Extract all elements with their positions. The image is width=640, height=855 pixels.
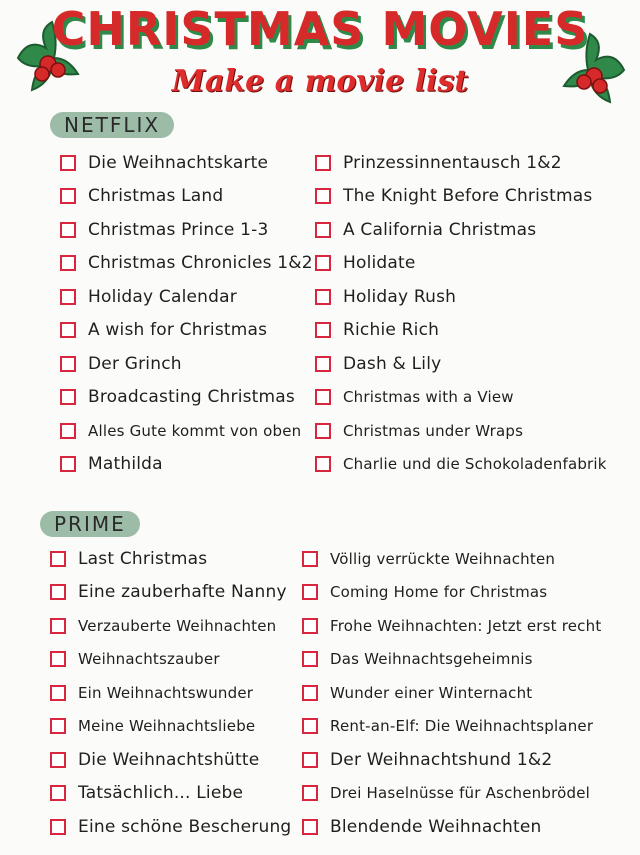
list-item[interactable]: [50, 676, 300, 710]
netflix-left-list: [60, 146, 313, 481]
list-item[interactable]: [60, 180, 310, 214]
checkbox[interactable]: [315, 456, 331, 472]
list-item[interactable]: [315, 448, 630, 482]
list-item[interactable]: [302, 542, 632, 576]
movie-title: Meine Weihnachtsliebe: [78, 717, 256, 736]
movie-title: Christmas with a View: [343, 388, 514, 407]
movie-title: Eine schöne Bescherung: [78, 816, 292, 837]
list-item[interactable]: [60, 381, 310, 415]
movie-title: Eine zauberhafte Nanny: [78, 582, 287, 603]
checkbox[interactable]: [302, 685, 318, 701]
movie-title: A California Christmas: [343, 219, 537, 240]
movie-title: A wish for Christmas: [88, 320, 268, 341]
list-item[interactable]: [302, 643, 632, 677]
list-item[interactable]: [315, 247, 630, 281]
checkbox[interactable]: [302, 651, 318, 667]
movie-title: Coming Home for Christmas: [330, 583, 548, 602]
list-item[interactable]: [302, 676, 632, 710]
list-item[interactable]: [60, 448, 310, 482]
checkbox[interactable]: [50, 685, 66, 701]
movie-title: Christmas Land: [88, 186, 224, 207]
checkbox[interactable]: [60, 423, 76, 439]
list-item[interactable]: [50, 810, 300, 844]
movie-title: Holiday Calendar: [88, 286, 237, 307]
list-item[interactable]: [302, 777, 632, 811]
list-item[interactable]: [50, 609, 300, 643]
netflix-right-list: [315, 146, 630, 481]
movie-title: Prinzessinnentausch 1&2: [343, 152, 562, 173]
movie-title: Der Grinch: [88, 353, 182, 374]
movie-title: Last Christmas: [78, 548, 208, 569]
checkbox[interactable]: [60, 255, 76, 271]
movie-title: Drei Haselnüsse für Aschenbrödel: [330, 784, 591, 803]
list-item[interactable]: [50, 777, 300, 811]
movie-title: Tatsächlich... Liebe: [78, 783, 244, 804]
movie-title: Verzauberte Weihnachten: [78, 616, 277, 635]
checkbox[interactable]: [302, 618, 318, 634]
list-item[interactable]: [315, 146, 630, 180]
checkbox[interactable]: [315, 289, 331, 305]
checkbox[interactable]: [60, 356, 76, 372]
movie-title: Die Weihnachtskarte: [88, 152, 269, 173]
list-item[interactable]: [315, 414, 630, 448]
movie-title: Das Weihnachtsgeheimnis: [330, 650, 533, 669]
page-subtitle: Make a movie list: [171, 64, 469, 99]
movie-title: Der Weihnachtshund 1&2: [330, 749, 553, 770]
netflix-section-label: NETFLIX: [50, 112, 174, 138]
list-item[interactable]: [50, 710, 300, 744]
checkbox[interactable]: [302, 584, 318, 600]
checkbox[interactable]: [50, 618, 66, 634]
list-item[interactable]: [315, 280, 630, 314]
checkbox[interactable]: [315, 255, 331, 271]
checkbox[interactable]: [302, 752, 318, 768]
list-item[interactable]: [315, 213, 630, 247]
movie-title: Richie Rich: [343, 320, 440, 341]
movie-title: Christmas Chronicles 1&2: [88, 253, 313, 274]
prime-section-label: PRIME: [40, 511, 140, 537]
movie-title: Holiday Rush: [343, 286, 457, 307]
list-item[interactable]: [302, 576, 632, 610]
checkbox[interactable]: [60, 188, 76, 204]
list-item[interactable]: [60, 247, 313, 281]
checkbox[interactable]: [315, 155, 331, 171]
checkbox[interactable]: [60, 322, 76, 338]
list-item[interactable]: [60, 146, 310, 180]
checkbox[interactable]: [315, 356, 331, 372]
movie-title: Blendende Weihnachten: [330, 816, 542, 837]
movie-title: Christmas under Wraps: [343, 421, 524, 440]
list-item[interactable]: [315, 381, 630, 415]
movie-title: Dash & Lily: [343, 353, 442, 374]
checkbox[interactable]: [315, 322, 331, 338]
movie-title: Ein Weihnachtswunder: [78, 683, 254, 702]
checkbox[interactable]: [50, 718, 66, 734]
checkbox[interactable]: [302, 819, 318, 835]
checkbox[interactable]: [302, 718, 318, 734]
movie-title: Wunder einer Winternacht: [330, 683, 533, 702]
checkbox[interactable]: [302, 785, 318, 801]
list-item[interactable]: [315, 347, 630, 381]
checkbox[interactable]: [50, 752, 66, 768]
checkbox[interactable]: [315, 423, 331, 439]
list-item[interactable]: [60, 314, 310, 348]
list-item[interactable]: [315, 314, 630, 348]
list-item[interactable]: [60, 414, 310, 448]
list-item[interactable]: [50, 743, 300, 777]
movie-title: Broadcasting Christmas: [88, 387, 295, 408]
checkbox[interactable]: [315, 222, 331, 238]
page-title: CHRISTMAS MOVIES: [51, 2, 589, 56]
list-item[interactable]: [315, 180, 630, 214]
movie-title: Rent-an-Elf: Die Weihnachtsplaner: [330, 717, 594, 736]
checkbox[interactable]: [315, 188, 331, 204]
movie-title: Mathilda: [88, 454, 163, 475]
movie-title: Frohe Weihnachten: Jetzt erst recht: [330, 616, 602, 635]
checkbox[interactable]: [60, 389, 76, 405]
prime-left-list: [50, 542, 300, 844]
checkbox[interactable]: [50, 584, 66, 600]
checkbox[interactable]: [315, 389, 331, 405]
checkbox[interactable]: [50, 551, 66, 567]
list-item[interactable]: [302, 810, 632, 844]
checkbox[interactable]: [60, 222, 76, 238]
checkbox[interactable]: [60, 456, 76, 472]
list-item[interactable]: [302, 710, 632, 744]
list-item[interactable]: [60, 213, 310, 247]
movie-title: Die Weihnachtshütte: [78, 749, 260, 770]
movie-title: Christmas Prince 1-3: [88, 219, 269, 240]
movie-title: Charlie und die Schokoladenfabrik: [343, 455, 607, 474]
checkbox[interactable]: [60, 155, 76, 171]
list-item[interactable]: [302, 743, 632, 777]
prime-right-list: [302, 542, 632, 844]
checkbox[interactable]: [302, 551, 318, 567]
checkbox[interactable]: [50, 785, 66, 801]
list-item[interactable]: [60, 347, 310, 381]
movie-title: The Knight Before Christmas: [343, 186, 593, 207]
list-item[interactable]: [302, 609, 632, 643]
checkbox[interactable]: [50, 819, 66, 835]
movie-title: Holidate: [343, 253, 416, 274]
list-item[interactable]: [50, 643, 300, 677]
movie-title: Weihnachtszauber: [78, 650, 220, 669]
list-item[interactable]: [50, 542, 300, 576]
movie-title: Völlig verrückte Weihnachten: [330, 549, 556, 568]
list-item[interactable]: [60, 280, 310, 314]
list-item[interactable]: [50, 576, 300, 610]
checkbox[interactable]: [50, 651, 66, 667]
checkbox[interactable]: [60, 289, 76, 305]
movie-title: Alles Gute kommt von oben: [88, 421, 302, 440]
